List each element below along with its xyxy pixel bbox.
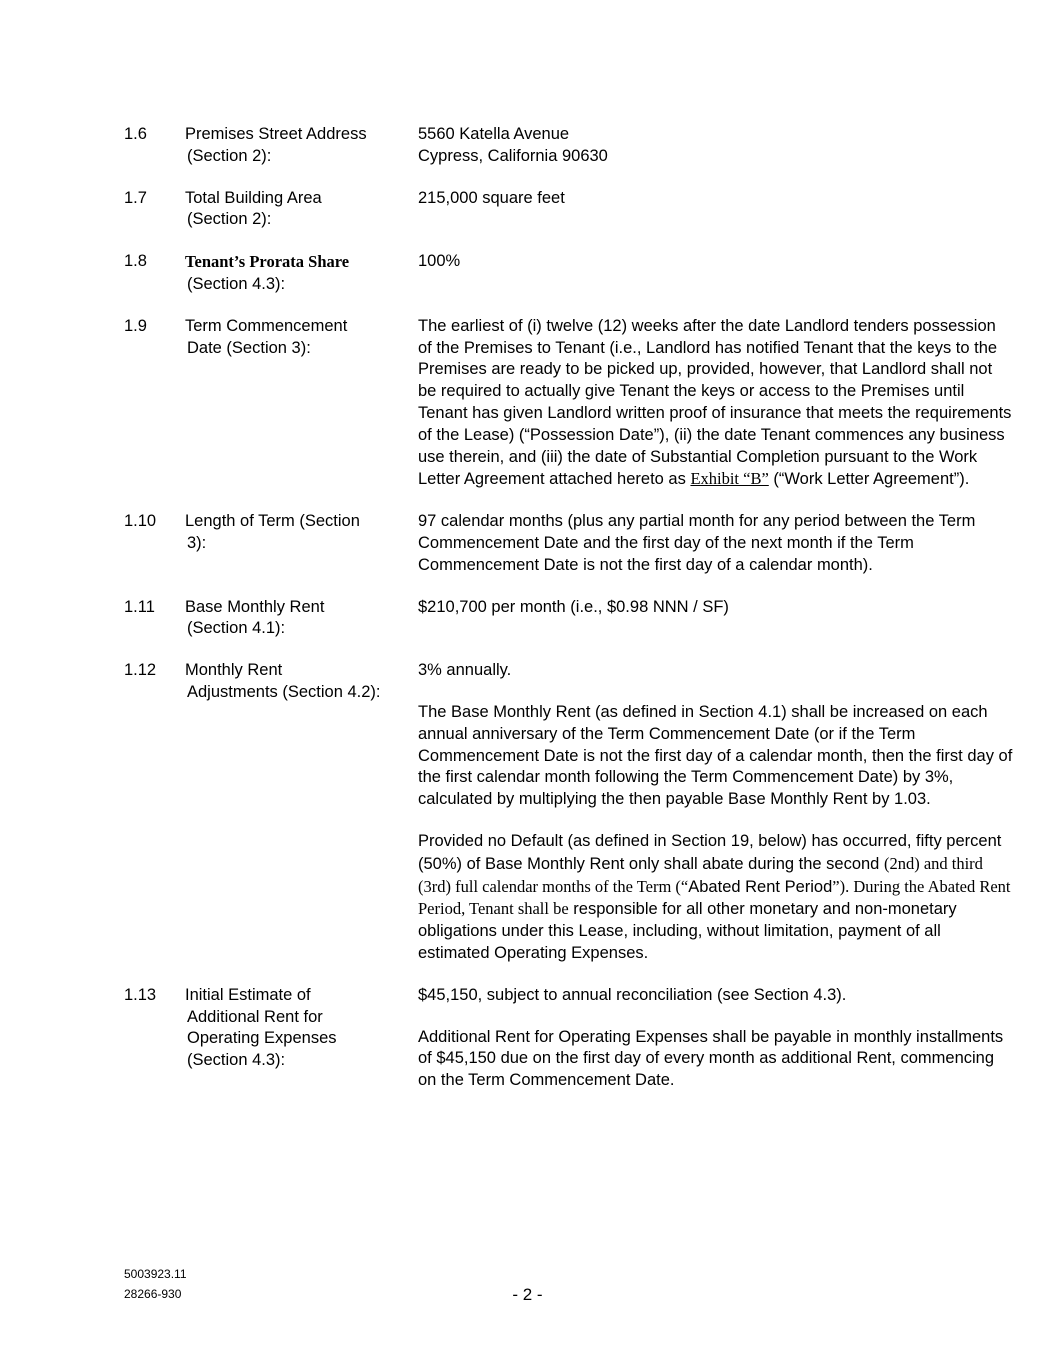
- provision-label: [185, 188, 418, 232]
- provision-value: $210,700 per month (i.e., $0.98 NNN / SF): [418, 597, 729, 616]
- label-line: Monthly Rent: [185, 661, 283, 680]
- value-paragraph: [418, 831, 1014, 965]
- provision-1-10: [124, 511, 1014, 576]
- value-paragraph: $45,150, subject to annual reconciliation (see Section 4.3).: [418, 985, 847, 1004]
- provision-label: [185, 597, 418, 641]
- provision-1-8: [124, 251, 1014, 296]
- provision-label: [185, 251, 418, 296]
- exhibit-reference: Exhibit “B”: [690, 469, 769, 489]
- defined-term-abated-rent-period: Abated Rent Period: [688, 877, 833, 896]
- provision-value: 215,000 square feet: [418, 188, 565, 207]
- value-text: The earliest of (i) twelve (12) weeks after the date Landlord tenders possession of the Premises to Tenant (i.e., Landlord has notified Tenant that the keys to the Premises are ready to be picked up, provided, however, that Landlord shall not be required to actually give Tenant the keys or access to the Premises until Tenant has given Landlord written proof of insurance that meets the requirements of the Lease): [418, 316, 1012, 444]
- provision-label: [185, 985, 418, 1092]
- label-line: (Section 2):: [187, 210, 272, 229]
- provision-number: 1.9: [124, 316, 147, 335]
- value-paragraph: Additional Rent for Operating Expenses shall be payable in monthly installments of $45,150 due on the first day of every month as additional Rent, commencing on the Term Commencement Date.: [418, 1027, 1004, 1090]
- provision-value: [418, 316, 1014, 491]
- value-text: (ii) the date Tenant commences any business use therein, and (iii) the date of Substantial Completion pursuant to the Work Letter Agreement attached hereto as: [418, 425, 1005, 489]
- label-line: Base Monthly Rent: [185, 597, 325, 616]
- defined-term-work-letter: (“Work Letter Agreement”).: [768, 470, 970, 489]
- provision-number: 1.11: [124, 597, 155, 616]
- provision-1-6: [124, 124, 1014, 168]
- value-paragraph: 3% annually.: [418, 661, 512, 680]
- label-line: (Section 4.1):: [187, 619, 286, 638]
- provision-label: [185, 511, 418, 576]
- document-id: 5003923.11: [124, 1267, 187, 1281]
- label-line: 3):: [187, 533, 207, 552]
- provision-number: 1.12: [124, 661, 157, 680]
- label-line: (Section 2):: [187, 146, 272, 165]
- provision-number: 1.10: [124, 512, 157, 531]
- label-line: (Section 4.3):: [187, 1051, 286, 1070]
- provision-1-9: [124, 316, 1014, 491]
- label-line: Total Building Area: [185, 188, 322, 207]
- provision-value: [418, 660, 1014, 965]
- provision-number: 1.8: [124, 252, 147, 271]
- label-line: Adjustments (Section 4.2):: [187, 682, 381, 701]
- provision-1-11: [124, 597, 1014, 641]
- provision-value: [418, 124, 1014, 168]
- value-text: responsible for all other monetary and non-monetary obligations under this Lease, including, without limitation, payment of all estimated Operating Expenses.: [418, 900, 957, 962]
- value-paragraph: The Base Monthly Rent (as defined in Section 4.1) shall be increased on each annual anniversary of the Term Commencement Date (or if the Term Commencement Date is not the first day of a calendar month, then the first day of the first calendar month following the Term Commencement Date) by 3%, calculated by multiplying the then payable Base Monthly Rent by 1.03.: [418, 702, 1013, 809]
- label-line: Premises Street Address: [185, 125, 367, 143]
- provision-label: [185, 124, 418, 168]
- value-text: Provided no Default (as defined in Section 19, below) has occurred, fifty percent (50%) of Base Monthly Rent only shall abate during the second: [418, 831, 1002, 873]
- provision-label: [185, 660, 418, 965]
- page-number: - 2 -: [512, 1285, 543, 1304]
- value-text: ”). During the Abated Rent Period, Tenant shall be: [418, 876, 1011, 919]
- address-line: 5560 Katella Avenue: [418, 125, 570, 143]
- label-line: (Section 4.3):: [187, 274, 286, 293]
- label-line: Initial Estimate of: [185, 985, 311, 1004]
- provision-1-12: [124, 660, 1014, 965]
- provision-number: 1.6: [124, 125, 147, 143]
- provision-value: 100%: [418, 252, 461, 271]
- provision-value: [418, 985, 1014, 1092]
- provision-number: 1.7: [124, 188, 147, 207]
- provision-1-13: [124, 985, 1014, 1092]
- provision-value: 97 calendar months (plus any partial month for any period between the Term Commencement Date and the first day of the next month if the Term Commencement Date is not the first day of a calendar month).: [418, 512, 976, 574]
- provision-1-7: [124, 188, 1014, 232]
- label-line: Length of Term (Section: [185, 512, 360, 531]
- provision-number: 1.13: [124, 985, 157, 1004]
- value-text: (2nd) and third (3rd) full calendar months of the Term (“: [418, 853, 983, 896]
- provision-label: [185, 316, 418, 491]
- label-line: Term Commencement: [185, 316, 348, 335]
- label-line: Date (Section 3):: [187, 338, 311, 357]
- label-line: Additional Rent for: [187, 1007, 323, 1026]
- label-line: Tenant’s Prorata Share: [185, 252, 350, 272]
- label-line: Operating Expenses: [187, 1029, 337, 1048]
- address-line: Cypress, California 90630: [418, 146, 608, 165]
- client-matter-number: 28266-930: [124, 1287, 182, 1301]
- basic-lease-provisions-list: [124, 124, 1014, 1112]
- defined-term-possession-date: (“Possession Date”),: [518, 425, 670, 444]
